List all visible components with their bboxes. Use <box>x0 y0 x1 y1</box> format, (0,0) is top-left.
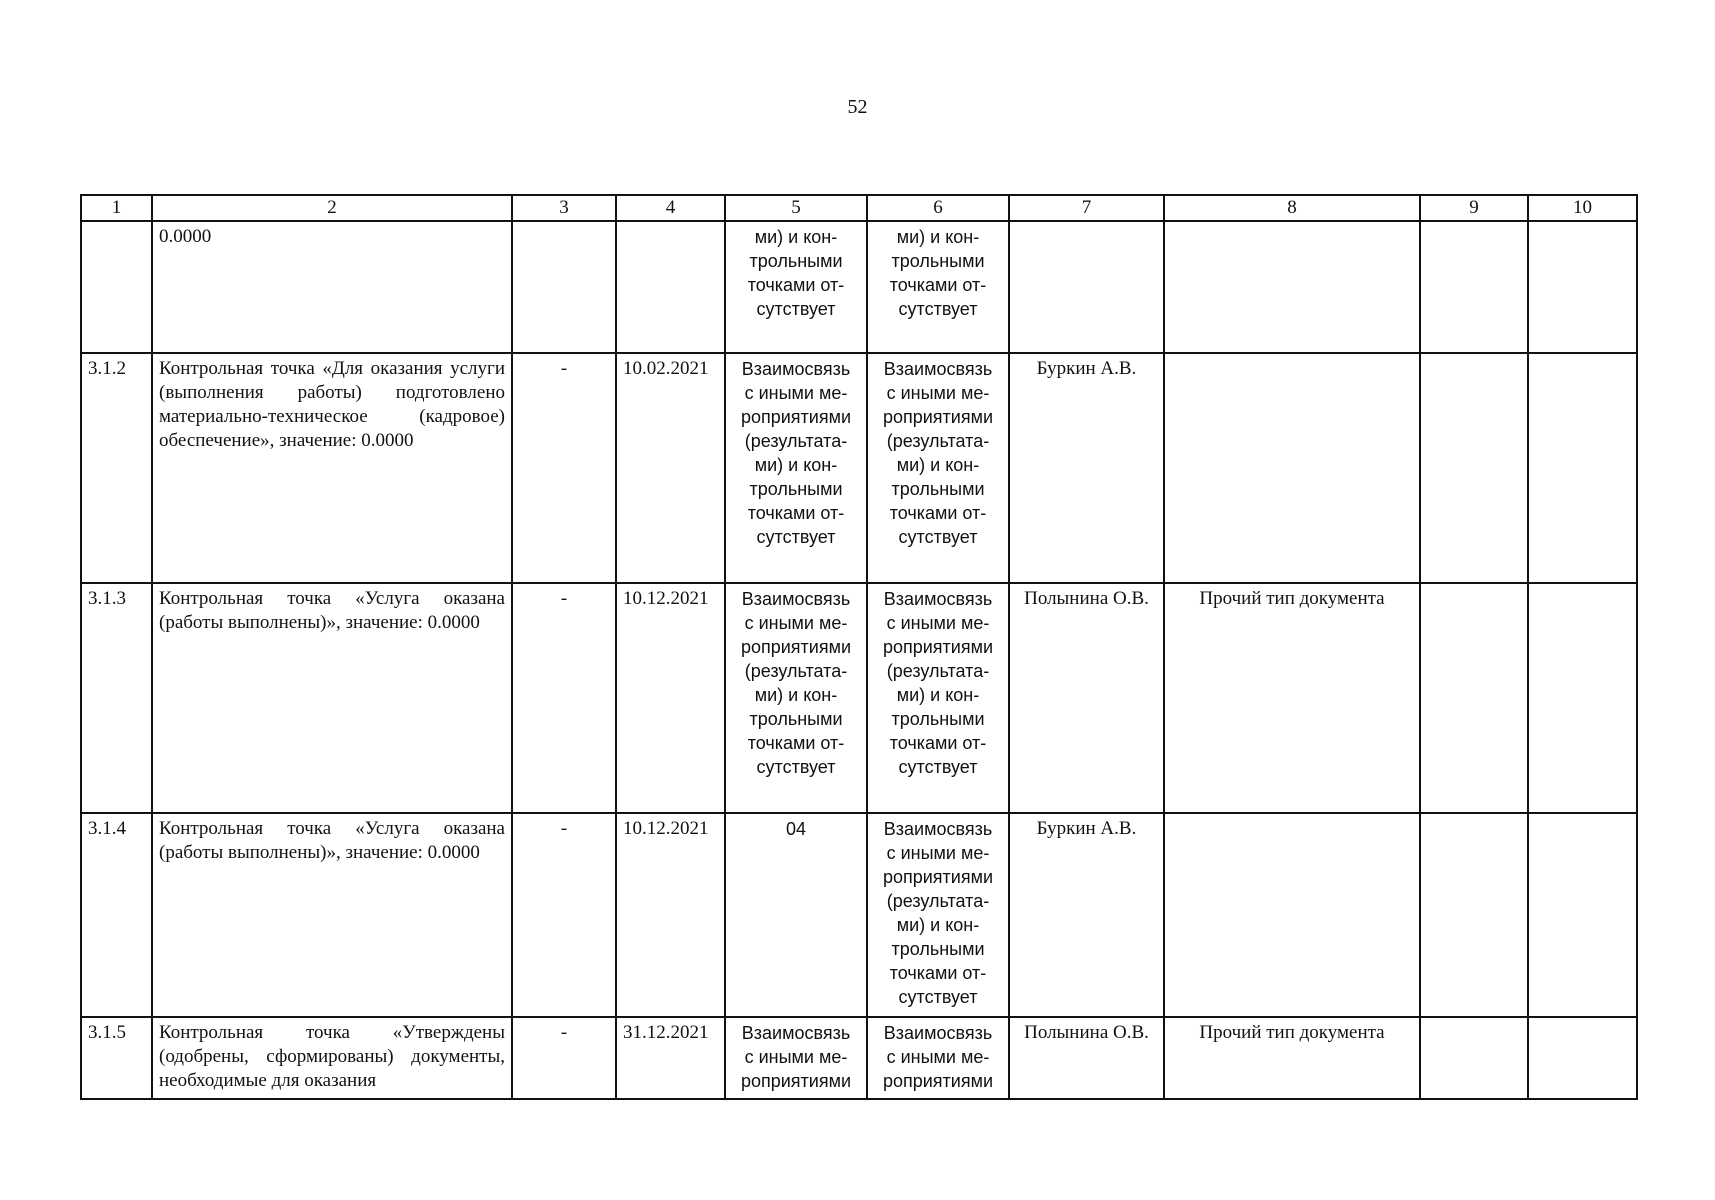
relation-text-line: точками от- <box>747 503 845 523</box>
control-point-name-cell: Контрольная точка «Утверждены (одобрены, сформированы) документы, необходимые для оказания <box>152 1017 512 1099</box>
relation-text-line: с иными ме- <box>744 383 848 403</box>
relation-text-line: сутствует <box>898 527 978 547</box>
relation-column-6-cell <box>867 221 1009 353</box>
column-9-cell <box>1420 1017 1528 1099</box>
table-row <box>81 353 1637 583</box>
date-cell: 10.12.2021 <box>616 813 725 1017</box>
relation-column-6-cell <box>867 353 1009 583</box>
column-3-cell <box>512 221 616 353</box>
relation-text-line: точками от- <box>889 503 987 523</box>
header-cell: 4 <box>616 195 725 221</box>
relation-text-line: трольными <box>749 709 843 729</box>
relation-column-5-cell <box>725 353 867 583</box>
relation-text-line: с иными ме- <box>886 383 990 403</box>
relation-text-line: ми) и кон- <box>754 227 838 247</box>
relation-text-line: роприятиями <box>740 407 852 427</box>
relation-column-6-cell <box>867 813 1009 1017</box>
relation-text-line: сутствует <box>756 299 836 319</box>
relation-text-line: Взаимосвязь <box>883 819 993 839</box>
row-number-cell: 3.1.2 <box>81 353 152 583</box>
column-9-cell <box>1420 353 1528 583</box>
control-point-name-cell: 0.0000 <box>152 221 512 353</box>
control-point-name-cell: Контрольная точка «Услуга оказана (работы выполнены)», значение: 0.0000 <box>152 813 512 1017</box>
relation-text-line: ми) и кон- <box>896 915 980 935</box>
relation-text-line: точками от- <box>747 275 845 295</box>
table-row <box>81 813 1637 1017</box>
header-cell: 10 <box>1528 195 1637 221</box>
relation-text-line: (результата- <box>744 431 848 451</box>
header-cell: 3 <box>512 195 616 221</box>
relation-text-line: сутствует <box>898 299 978 319</box>
header-cell: 7 <box>1009 195 1164 221</box>
relation-column-5-cell <box>725 1017 867 1099</box>
relation-text-line: трольными <box>749 251 843 271</box>
header-row <box>81 195 1637 221</box>
table-row <box>81 221 1637 353</box>
relation-text-line: роприятиями <box>882 1071 994 1091</box>
date-cell <box>616 221 725 353</box>
relation-column-5-cell <box>725 583 867 813</box>
relation-text-line: сутствует <box>756 757 836 777</box>
relation-text-line: точками от- <box>889 963 987 983</box>
column-3-cell: - <box>512 1017 616 1099</box>
document-type-cell <box>1164 221 1420 353</box>
relation-text-line: сутствует <box>898 757 978 777</box>
relation-text-line: ми) и кон- <box>896 455 980 475</box>
row-number-cell: 3.1.4 <box>81 813 152 1017</box>
relation-text-line: Взаимосвязь <box>883 1023 993 1043</box>
relation-text-line: ми) и кон- <box>754 455 838 475</box>
relation-text-line: трольными <box>749 479 843 499</box>
responsible-person-cell: Полынина О.В. <box>1009 583 1164 813</box>
relation-text-line: (результата- <box>886 431 990 451</box>
relation-text-line: роприятиями <box>882 637 994 657</box>
date-cell: 10.02.2021 <box>616 353 725 583</box>
column-9-cell <box>1420 583 1528 813</box>
column-10-cell <box>1528 583 1637 813</box>
responsible-person-cell <box>1009 221 1164 353</box>
responsible-person-cell: Буркин А.В. <box>1009 353 1164 583</box>
relation-text-line: с иными ме- <box>744 1047 848 1067</box>
relation-text-line: ми) и кон- <box>896 685 980 705</box>
relation-text-line: трольными <box>891 251 985 271</box>
relation-text-line: ми) и кон- <box>754 685 838 705</box>
document-type-cell <box>1164 813 1420 1017</box>
relation-text-line: роприятиями <box>882 867 994 887</box>
header-cell: 2 <box>152 195 512 221</box>
column-9-cell <box>1420 813 1528 1017</box>
relation-text-line: сутствует <box>898 987 978 1007</box>
header-cell: 9 <box>1420 195 1528 221</box>
relation-text-line: трольными <box>891 709 985 729</box>
relation-text-line: (результата- <box>886 891 990 911</box>
table-row <box>81 583 1637 813</box>
row-number-cell: 3.1.3 <box>81 583 152 813</box>
header-cell: 1 <box>81 195 152 221</box>
column-3-cell: - <box>512 583 616 813</box>
relation-text-line: точками от- <box>889 733 987 753</box>
relation-text-line: Взаимосвязь <box>741 589 851 609</box>
relation-column-5-cell <box>725 813 867 1017</box>
relation-text-line: точками от- <box>747 733 845 753</box>
header-cell: 5 <box>725 195 867 221</box>
relation-text-line: с иными ме- <box>744 613 848 633</box>
column-9-cell <box>1420 221 1528 353</box>
control-point-name-cell: Контрольная точка «Для оказания услуги (выполнения работы) подготовлено материально-техническое (кадровое) обеспечение», значение: 0.0000 <box>152 353 512 583</box>
relation-column-5-cell <box>725 221 867 353</box>
document-type-cell: Прочий тип документа <box>1164 1017 1420 1099</box>
relation-text-line: Взаимосвязь <box>741 1023 851 1043</box>
control-points-table <box>80 194 1638 1100</box>
relation-text-line: (результата- <box>886 661 990 681</box>
relation-column-6-cell <box>867 1017 1009 1099</box>
column-10-cell <box>1528 221 1637 353</box>
relation-text-line: сутствует <box>756 527 836 547</box>
page-number: 52 <box>847 96 868 118</box>
document-type-cell: Прочий тип документа <box>1164 583 1420 813</box>
relation-text-line: роприятиями <box>882 407 994 427</box>
relation-column-6-cell <box>867 583 1009 813</box>
document-type-cell <box>1164 353 1420 583</box>
header-cell: 6 <box>867 195 1009 221</box>
relation-text-line: с иными ме- <box>886 613 990 633</box>
relation-text-line: роприятиями <box>740 637 852 657</box>
table-row <box>81 1017 1637 1099</box>
relation-text-line: Взаимосвязь <box>883 359 993 379</box>
relation-text-line: (результата- <box>744 661 848 681</box>
relation-text-line: трольными <box>891 479 985 499</box>
row-number-cell: 3.1.5 <box>81 1017 152 1099</box>
relation-text-line: 04 <box>785 819 807 839</box>
relation-text-line: Взаимосвязь <box>741 359 851 379</box>
relation-text-line: Взаимосвязь <box>883 589 993 609</box>
column-10-cell <box>1528 1017 1637 1099</box>
table-body <box>81 195 1637 1099</box>
date-cell: 10.12.2021 <box>616 583 725 813</box>
column-10-cell <box>1528 813 1637 1017</box>
responsible-person-cell: Полынина О.В. <box>1009 1017 1164 1099</box>
relation-text-line: точками от- <box>889 275 987 295</box>
relation-text-line: трольными <box>891 939 985 959</box>
relation-text-line: с иными ме- <box>886 843 990 863</box>
column-3-cell: - <box>512 353 616 583</box>
relation-text-line: с иными ме- <box>886 1047 990 1067</box>
column-10-cell <box>1528 353 1637 583</box>
header-cell: 8 <box>1164 195 1420 221</box>
row-number-cell <box>81 221 152 353</box>
relation-text-line: ми) и кон- <box>896 227 980 247</box>
responsible-person-cell: Буркин А.В. <box>1009 813 1164 1017</box>
column-3-cell: - <box>512 813 616 1017</box>
date-cell: 31.12.2021 <box>616 1017 725 1099</box>
relation-text-line: роприятиями <box>740 1071 852 1091</box>
control-point-name-cell: Контрольная точка «Услуга оказана (работы выполнены)», значение: 0.0000 <box>152 583 512 813</box>
